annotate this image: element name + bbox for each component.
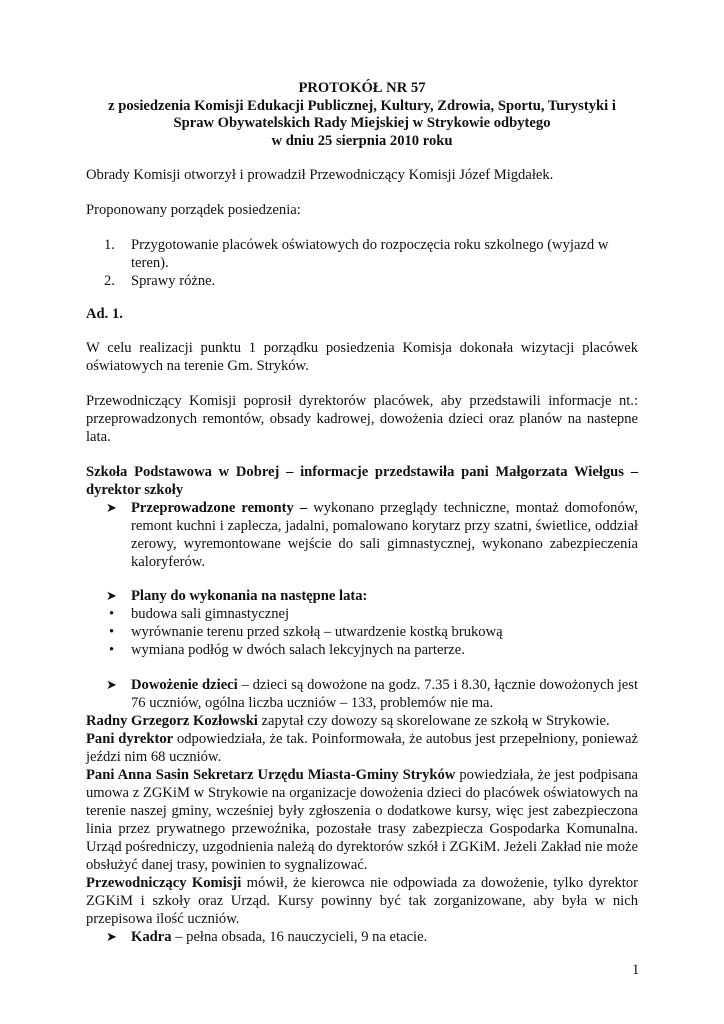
paragraph-informacje: Przewodniczący Komisji poprosił dyrektorów placówek, aby przedstawili informacje nt.: przeprowadzonych remontów, obsady kadrowej, dowożenia dzieci oraz planów na nastepne lata. [86,393,638,445]
agenda-list [86,236,638,290]
plany-bullet-text: wyrównanie terenu przed szkołą – utwardzenie kostką brukową [131,624,503,640]
przewodniczacy-text: mówił, że kierowca nie odpowiada za dowożenie, tylko dyrektor ZGKiM i szkoły oraz Urząd. Kursy powinny być tak zorganizowane, aby była w nich przepisowa ilość uczniów. [86,875,638,927]
sasin-label: Pani Anna Sasin Sekretarz Urzędu Miasta-Gminy Stryków [86,767,456,783]
bullet-dot-icon: • [109,624,115,640]
sasin-paragraph [86,766,638,874]
arrow-bullet-icon: ➤ [106,500,117,515]
bullet-dot-icon: • [109,606,115,622]
school-heading-text: Szkoła Podstawowa w Dobrej – informacje przedstawiła pani Małgorzata Wiełgus – dyrektor szkoły [86,464,638,498]
title-line-2: z posiedzenia Komisji Edukacji Publicznej, Kultury, Zdrowia, Sportu, Turystyki i [108,97,616,114]
kozlowski-text: zapytał czy dowozy są skorelowane ze szkołą w Strykowie. [257,713,610,729]
sasin-text: powiedziała, że jest podpisana umowa z ZGKiM w Strykowie na organizacje dowożenia dzieci do placówek oświatowych na terenie naszej gminy, wcześniej były zgłoszenia o dodatkowe kursy, więc jest zabezpieczona linia przez prywatnego przewoźnika, pozostałe trasy zabezpiecza Gospodarka Komunalna. Urząd pośredniczy, uzgodnienia należą do dyrektorów szkół i ZGKiM. Jeżeli Zakład nie może obsłużyć danej trasy, powinien to sygnalizować. [86,767,638,873]
dowozenie-label: Dowożenie dzieci [131,677,238,693]
plany-bullet [86,623,638,641]
przewodniczacy-paragraph [86,874,638,928]
plany-label: Plany do wykonania na następne lata: [131,588,368,604]
remonty-label: Przeprowadzone remonty – [131,500,308,516]
ad1-heading-text: Ad. 1. [86,306,123,322]
opening-paragraph: Obrady Komisji otworzył i prowadził Przewodniczący Komisji Józef Migdałek. [86,167,554,183]
remonty-item [86,499,638,571]
kozlowski-label: Radny Grzegorz Kozłowski [86,713,258,729]
paragraph-wizytacja: W celu realizacji punktu 1 porządku posiedzenia Komisja dokonała wizytacji placówek oświatowych na terenie Gm. Stryków. [86,340,638,374]
przewodniczacy-label: Przewodniczący Komisji [86,875,242,891]
remonty-text: wykonano przeglądy techniczne, montaż domofonów, remont kuchni i zaplecza, jadalni, pomalowano korytarz przy szatni, świetlice, oddział zerowy, wyremontowane wejście do sali gimnastycznej, wykonano zabezpieczenia kaloryferów. [131,500,639,570]
plany-bullet [86,605,638,623]
arrow-bullet-icon: ➤ [106,677,117,692]
agenda-item-number: 1. [104,237,115,253]
dowozenie-item [86,676,638,712]
bullet-dot-icon: • [109,642,115,658]
kozlowski-paragraph [86,712,638,730]
dyrektor-label: Pani dyrektor [86,731,174,747]
title-line-3: Spraw Obywatelskich Rady Miejskiej w Strykowie odbytego [173,115,551,131]
title-line-1: PROTOKÓŁ NR 57 [298,80,426,96]
plany-bullet [86,641,638,659]
document-page [86,80,638,946]
dowozenie-text: – dzieci są dowożone na godz. 7.35 i 8.30, łącznie dowożonych jest 76 uczniów, ogólna liczba uczniów – 133, problemów nie ma. [131,677,638,711]
kadra-label: Kadra [131,929,172,945]
dyrektor-paragraph [86,730,638,766]
document-title [86,80,638,150]
page-number: 1 [632,962,640,978]
kadra-item [86,928,638,946]
plany-bullet-text: budowa sali gimnastycznej [131,606,290,622]
agenda-item-text: Przygotowanie placówek oświatowych do rozpoczęcia roku szkolnego (wyjazd w teren). [131,237,609,271]
plany-bullet-text: wymiana podłóg w dwóch salach lekcyjnych na parterze. [131,642,465,658]
ad1-heading [86,305,638,323]
agenda-item [86,272,638,290]
agenda-item-number: 2. [104,273,115,289]
dyrektor-text: odpowiedziała, że tak. Poinformowała, że autobus jest przepełniony, ponieważ jeździ nim 68 uczniów. [86,731,638,765]
title-line-4: w dniu 25 sierpnia 2010 roku [271,132,453,149]
agenda-item-text: Sprawy różne. [131,273,216,289]
agenda-intro: Proponowany porządek posiedzenia: [86,202,301,218]
kadra-text: – pełna obsada, 16 nauczycieli, 9 na etacie. [171,929,428,945]
arrow-bullet-icon: ➤ [106,588,117,603]
agenda-item [86,236,638,272]
school-heading [86,463,638,499]
plany-item [86,587,638,605]
arrow-bullet-icon: ➤ [106,929,117,944]
